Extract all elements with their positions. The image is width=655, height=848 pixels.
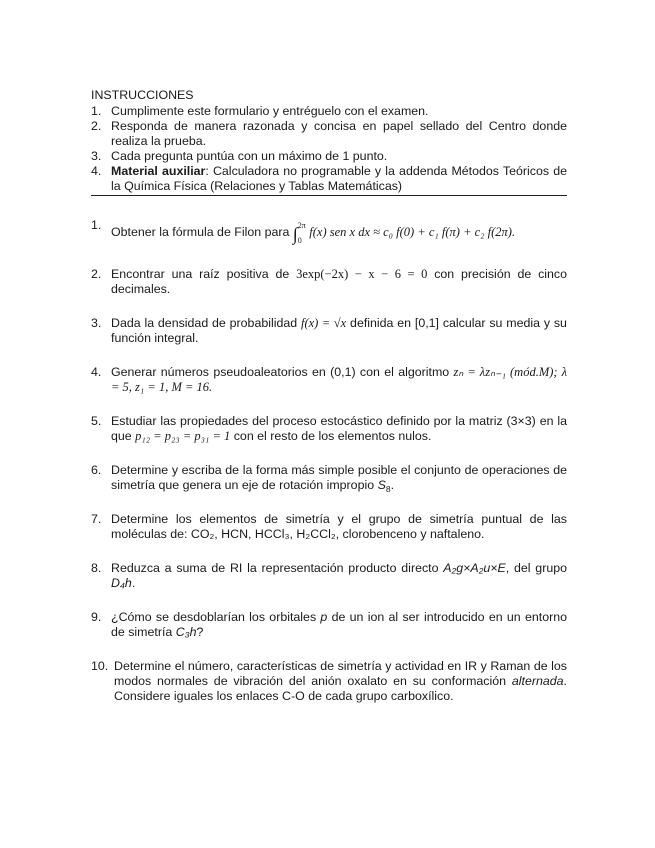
- question-number: 2.: [91, 267, 102, 281]
- instruction-text: [111, 164, 567, 194]
- question-number: 9.: [91, 610, 102, 624]
- instruction-item: [91, 119, 567, 149]
- integral-upper-limit: 2π: [297, 221, 306, 230]
- separator-line: [91, 195, 567, 196]
- question-list: [91, 218, 567, 704]
- filon-formula: f(x) sen x dx ≈ c₀ f(0) + c₁ f(π) + c₂ f(2π).: [309, 225, 516, 239]
- material-auxiliar-text: : Calculadora no programable y la addenda Métodos Teóricos de la Química Física (Relaciones y Tablas Matemáticas): [111, 164, 567, 193]
- orbital-symbol: p: [320, 610, 328, 624]
- question-3: [91, 316, 567, 346]
- instruction-number: 2.: [91, 119, 102, 133]
- material-auxiliar-label: Material auxiliar: [111, 164, 206, 178]
- question-text: Determine y escriba de la forma más simple posible el conjunto de operaciones de simetría que genera un eje de rotación impropio: [111, 463, 567, 492]
- instruction-text: Cada pregunta puntúa con un máximo de 1 punto.: [111, 149, 388, 163]
- point-group: D₄h: [111, 576, 132, 590]
- symmetry-symbol: S: [377, 478, 386, 492]
- question-number: 6.: [91, 463, 102, 477]
- question-4: [91, 365, 567, 395]
- equation: 3exp(−2x) − x − 6 = 0: [296, 267, 428, 281]
- question-8: 8. Reduzca a suma de RI la representación producto directo A₂g×A₂u×E, del grupo D₄h.: [91, 561, 567, 590]
- question-text: Generar números pseudoaleatorios en (0,1) con el algoritmo: [111, 365, 450, 379]
- question-number: 8.: [91, 561, 102, 575]
- instruction-number: 3.: [91, 149, 102, 163]
- symmetry-subscript: 8: [385, 484, 391, 494]
- question-number: 4.: [91, 365, 102, 379]
- instruction-text: Responda de manera razonada y concisa en papel sellado del Centro donde realiza la prueba.: [111, 119, 567, 148]
- question-text: Estudiar las propiedades del proceso estocástico definido por la matriz (3×3) en la que: [111, 414, 567, 443]
- integral-sign: ∫: [292, 224, 298, 244]
- question-1: [91, 218, 567, 248]
- instruction-number: 1.: [91, 104, 102, 118]
- instruction-number: 4.: [91, 164, 102, 178]
- density-formula: f(x) = √x: [301, 316, 347, 330]
- direct-product: A₂g×A₂u×E: [443, 561, 506, 575]
- question-number: 10.: [91, 659, 109, 673]
- conformation-word: alternada: [511, 674, 564, 688]
- question-2: [91, 267, 567, 297]
- instruction-item: [91, 104, 567, 119]
- question-number: 3.: [91, 316, 102, 330]
- question-7: [91, 512, 567, 542]
- instruction-text: Cumplimente este formulario y entréguelo con el examen.: [111, 104, 429, 118]
- question-number: 7.: [91, 512, 102, 526]
- question-number: 5.: [91, 414, 102, 428]
- question-text: Dada la densidad de probabilidad: [111, 316, 298, 330]
- question-text: definida en [0,1] calcular su media y su función integral.: [111, 316, 567, 345]
- question-text: con precisión de cinco decimales.: [111, 267, 567, 296]
- question-number: 1.: [91, 218, 102, 232]
- exam-sheet: [91, 88, 567, 723]
- instruction-item: [91, 164, 567, 194]
- point-group: C₃h: [175, 625, 197, 639]
- question-5: [91, 414, 567, 444]
- question-text: Encontrar una raíz positiva de: [111, 267, 290, 281]
- algorithm-formula: zₙ = λzₙ₋₁ (mód.M); λ = 5, z₁ = 1, M = 16.: [111, 365, 567, 394]
- question-10: 10. Determine el número, características de simetría y actividad en IR y Raman de los modos normales de vibración del anión oxalato en su conformación alternada. Considere iguales los enlaces C-O de cada grupo carboxílico.: [91, 659, 567, 703]
- question-text: Obtener la fórmula de Filon para: [111, 225, 290, 239]
- question-text: ¿Cómo se desdoblarían los orbitales: [111, 610, 317, 624]
- matrix-formula: p₁₂ = p₂₃ = p₃₁ = 1: [135, 429, 231, 443]
- question-text: Determine el número, características de simetría y actividad en IR y Raman de los modos normales de vibración del anión oxalato en su conformación: [114, 659, 567, 688]
- question-text: Determine los elementos de simetría y el grupo de simetría puntual de las moléculas de: CO₂, HCN, HCCl₃, H₂CCl₂, clorobenceno y naftaleno.: [111, 512, 567, 541]
- question-text: con el resto de los elementos nulos.: [233, 429, 432, 443]
- instructions-heading: INSTRUCCIONES: [91, 88, 194, 102]
- question-text: Reduzca a suma de RI la representación producto directo: [111, 561, 439, 575]
- question-6: 6. Determine y escriba de la forma más simple posible el conjunto de operaciones de simetría que genera un eje de rotación impropio $S_8$.: [91, 463, 567, 494]
- integral-lower-limit: 0: [297, 236, 302, 245]
- instruction-item: [91, 149, 567, 164]
- question-9: 9. ¿Cómo se desdoblarían los orbitales p de un ion al ser introducido en un entorno de simetría C₃h?: [91, 610, 567, 639]
